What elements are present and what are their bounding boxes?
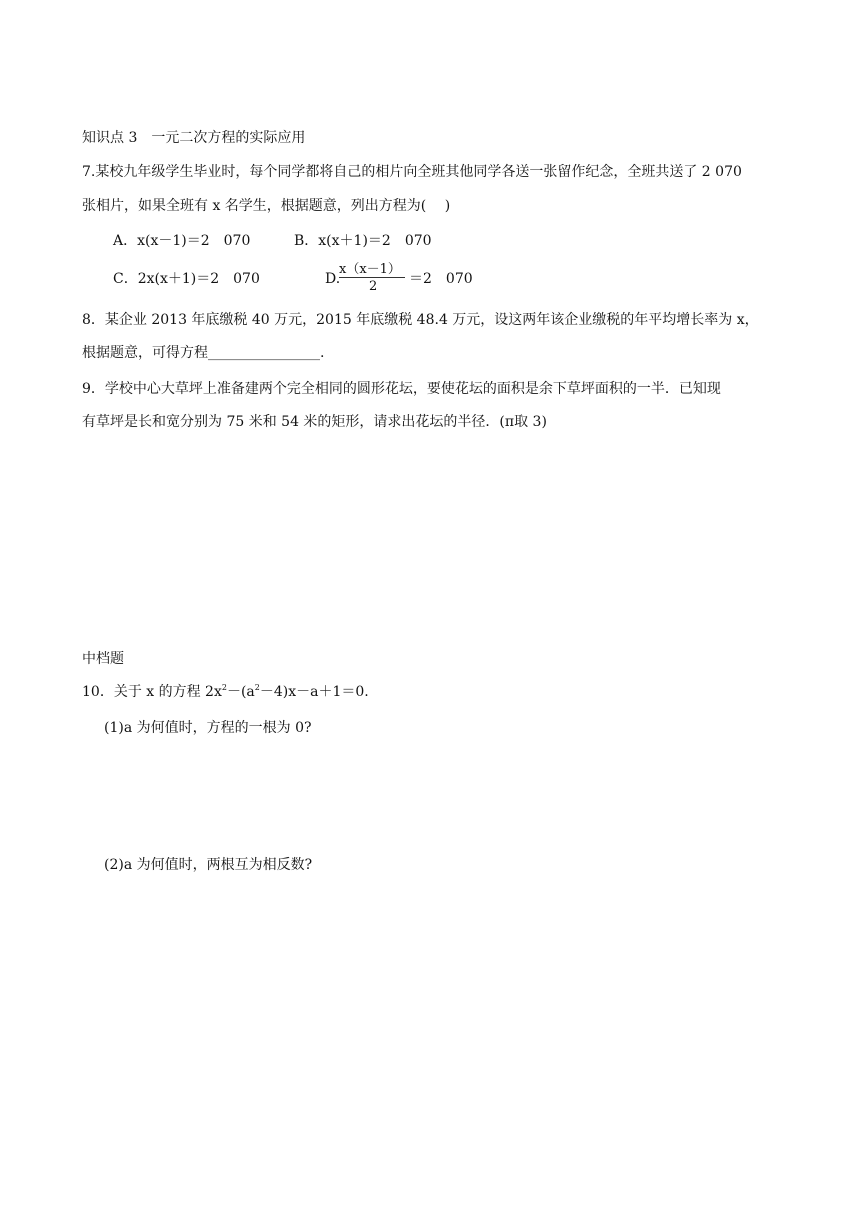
q10-superscript-2: 2 xyxy=(254,683,260,692)
q7-text-line2: 张相片，如果全班有 x 名学生，根据题意，列出方程为( ) xyxy=(82,198,451,214)
q7-option-b: B．x(x＋1)＝2 070 xyxy=(294,233,432,249)
mid-level-heading: 中档题 xyxy=(82,651,124,667)
q10-stem xyxy=(82,682,369,702)
q7-option-d-label: D. xyxy=(325,271,341,287)
q10-stem-part-b: －(a xyxy=(226,684,255,700)
q10-part2: (2)a 为何值时，两根互为相反数? xyxy=(104,857,313,873)
q10-stem-part-a: 10．关于 x 的方程 2x xyxy=(82,684,222,700)
fraction-bar xyxy=(339,277,405,278)
q7-option-a: A．x(x－1)＝2 070 xyxy=(113,233,251,249)
q7-option-c: C．2x(x＋1)＝2 070 xyxy=(113,271,260,287)
q8-text-line1: 8．某企业 2013 年底缴税 40 万元，2015 年底缴税 48.4 万元，设这两年该企业缴税的年平均增长率为 x， xyxy=(82,312,759,328)
q7-option-d-fraction xyxy=(339,258,409,298)
q9-text-line2: 有草坪是长和宽分别为 75 米和 54 米的矩形，请求出花坛的半径．(π取 3) xyxy=(82,414,547,430)
q10-stem-part-c: －4)x－a＋1＝0. xyxy=(259,684,369,700)
q9-text-line1: 9．学校中心大草坪上准备建两个完全相同的圆形花坛，要使花坛的面积是余下草坪面积的一半．已知现 xyxy=(82,381,721,397)
section-heading: 知识点 3 一元二次方程的实际应用 xyxy=(82,130,306,146)
q7-option-d-rhs: ＝2 070 xyxy=(409,271,473,287)
q7-text-line1: 7.某校九年级学生毕业时，每个同学都将自己的相片向全班其他同学各送一张留作纪念，全班共送了 2 070 xyxy=(82,164,742,180)
fraction-denominator: 2 xyxy=(369,279,378,294)
q10-part1: (1)a 为何值时，方程的一根为 0? xyxy=(104,720,312,736)
q10-superscript-1: 2 xyxy=(221,683,227,692)
q8-text-line2: 根据题意，可得方程________________. xyxy=(82,345,325,361)
fraction-numerator: x（x－1） xyxy=(339,262,401,277)
